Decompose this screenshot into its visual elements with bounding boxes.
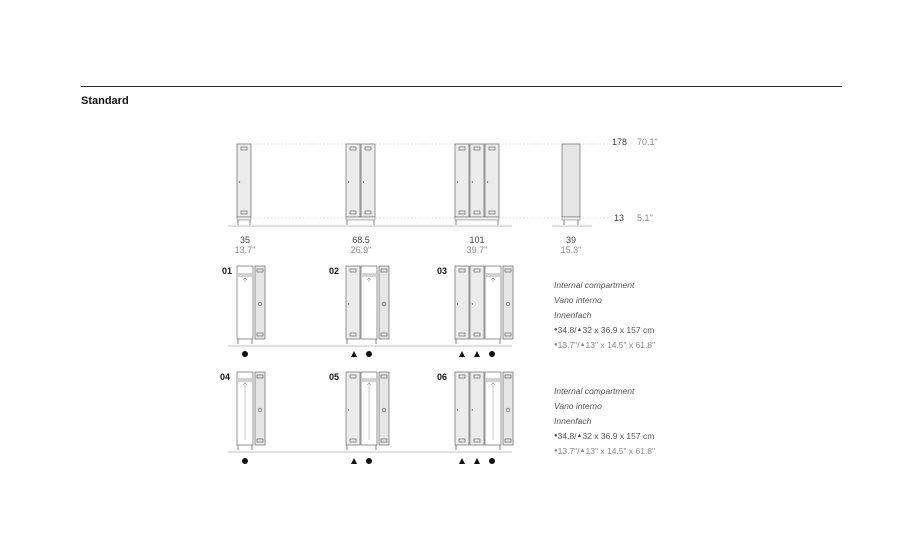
circle-marker-icon: ●: [554, 448, 558, 454]
circle-marker-icon: [489, 351, 495, 357]
spec-dim-a: 34.8/: [557, 325, 577, 335]
height-leg-in: 5.1": [637, 213, 653, 223]
circle-marker-icon: ●: [554, 433, 558, 439]
config-01-drawing: [237, 266, 265, 344]
circle-marker-icon: [366, 351, 372, 357]
width-in: 15.3": [560, 245, 582, 255]
markers-06: [459, 458, 495, 464]
spec-block: [554, 384, 655, 459]
config-02-drawing: [346, 266, 389, 344]
height-leg-cm: 13: [614, 213, 625, 223]
config-code: 02: [329, 266, 340, 276]
spec-dims-cm: [554, 429, 655, 444]
circle-marker-icon: ●: [554, 327, 558, 333]
config-05-drawing: [346, 372, 389, 450]
spec-dim-b: 13" x 14.5" x 61.8": [585, 340, 656, 350]
triangle-marker-icon: [474, 458, 480, 464]
config-code: 05: [329, 372, 340, 382]
config-03-drawing: [455, 266, 513, 344]
triangle-marker-icon: [351, 458, 357, 464]
circle-marker-icon: [242, 458, 248, 464]
spec-dims-cm: [554, 323, 655, 338]
triangle-marker-icon: ▲: [579, 342, 586, 348]
width-cm: 39: [565, 235, 577, 245]
spec-dim-a: 13.7"/: [557, 446, 580, 456]
circle-marker-icon: [489, 458, 495, 464]
elevation-single: [237, 144, 251, 225]
markers-05: [351, 458, 372, 464]
elevation-triple: [455, 144, 499, 225]
circle-marker-icon: ●: [554, 342, 558, 348]
width-cm: 68.5: [352, 235, 370, 245]
config-code: 04: [220, 372, 231, 382]
spec-label-de: Innenfach: [554, 416, 592, 426]
markers-03: [459, 351, 495, 357]
spec-block: [554, 278, 655, 353]
spec-label-en: Internal compartment: [554, 386, 635, 396]
section-title: Standard: [81, 95, 129, 107]
spec-label-de: Innenfach: [554, 310, 592, 320]
width-in: 39.7": [466, 245, 488, 255]
markers-04: [242, 458, 248, 464]
circle-marker-icon: [242, 351, 248, 357]
elevation-double: [346, 144, 375, 225]
config-code: 06: [437, 372, 448, 382]
spec-label-en: Internal compartment: [554, 280, 635, 290]
width-in: 26.9": [350, 245, 372, 255]
config-06-drawing: [455, 372, 513, 450]
spec-dim-a: 34.8/: [557, 431, 577, 441]
width-cm: 35: [239, 235, 251, 245]
height-total-cm: 178: [612, 137, 628, 147]
spec-label-it: Vano interno: [554, 295, 602, 305]
config-04-drawing: [237, 372, 265, 450]
spec-label-it: Vano interno: [554, 401, 602, 411]
circle-marker-icon: [366, 458, 372, 464]
spec-dim-b: 13" x 14.5" x 61.8": [585, 446, 656, 456]
elevation-side: [562, 144, 580, 225]
triangle-marker-icon: [459, 458, 465, 464]
triangle-marker-icon: ▲: [579, 448, 586, 454]
spec-dims-in: [554, 338, 655, 353]
spec-dims-in: [554, 444, 655, 459]
spec-dim-a: 13.7"/: [557, 340, 580, 350]
spec-dim-b: 32 x 36.9 x 157 cm: [582, 431, 655, 441]
config-code: 01: [222, 266, 233, 276]
width-in: 13.7": [234, 245, 256, 255]
config-code: 03: [437, 266, 448, 276]
height-total-in: 70.1": [637, 137, 658, 147]
triangle-marker-icon: ▲: [576, 327, 583, 333]
triangle-marker-icon: [459, 351, 465, 357]
triangle-marker-icon: [351, 351, 357, 357]
height-guides: [236, 144, 610, 218]
markers-02: [351, 351, 372, 357]
spec-dim-b: 32 x 36.9 x 157 cm: [582, 325, 655, 335]
markers-01: [242, 351, 248, 357]
triangle-marker-icon: [474, 351, 480, 357]
width-cm: 101: [469, 235, 485, 245]
triangle-marker-icon: ▲: [576, 433, 583, 439]
